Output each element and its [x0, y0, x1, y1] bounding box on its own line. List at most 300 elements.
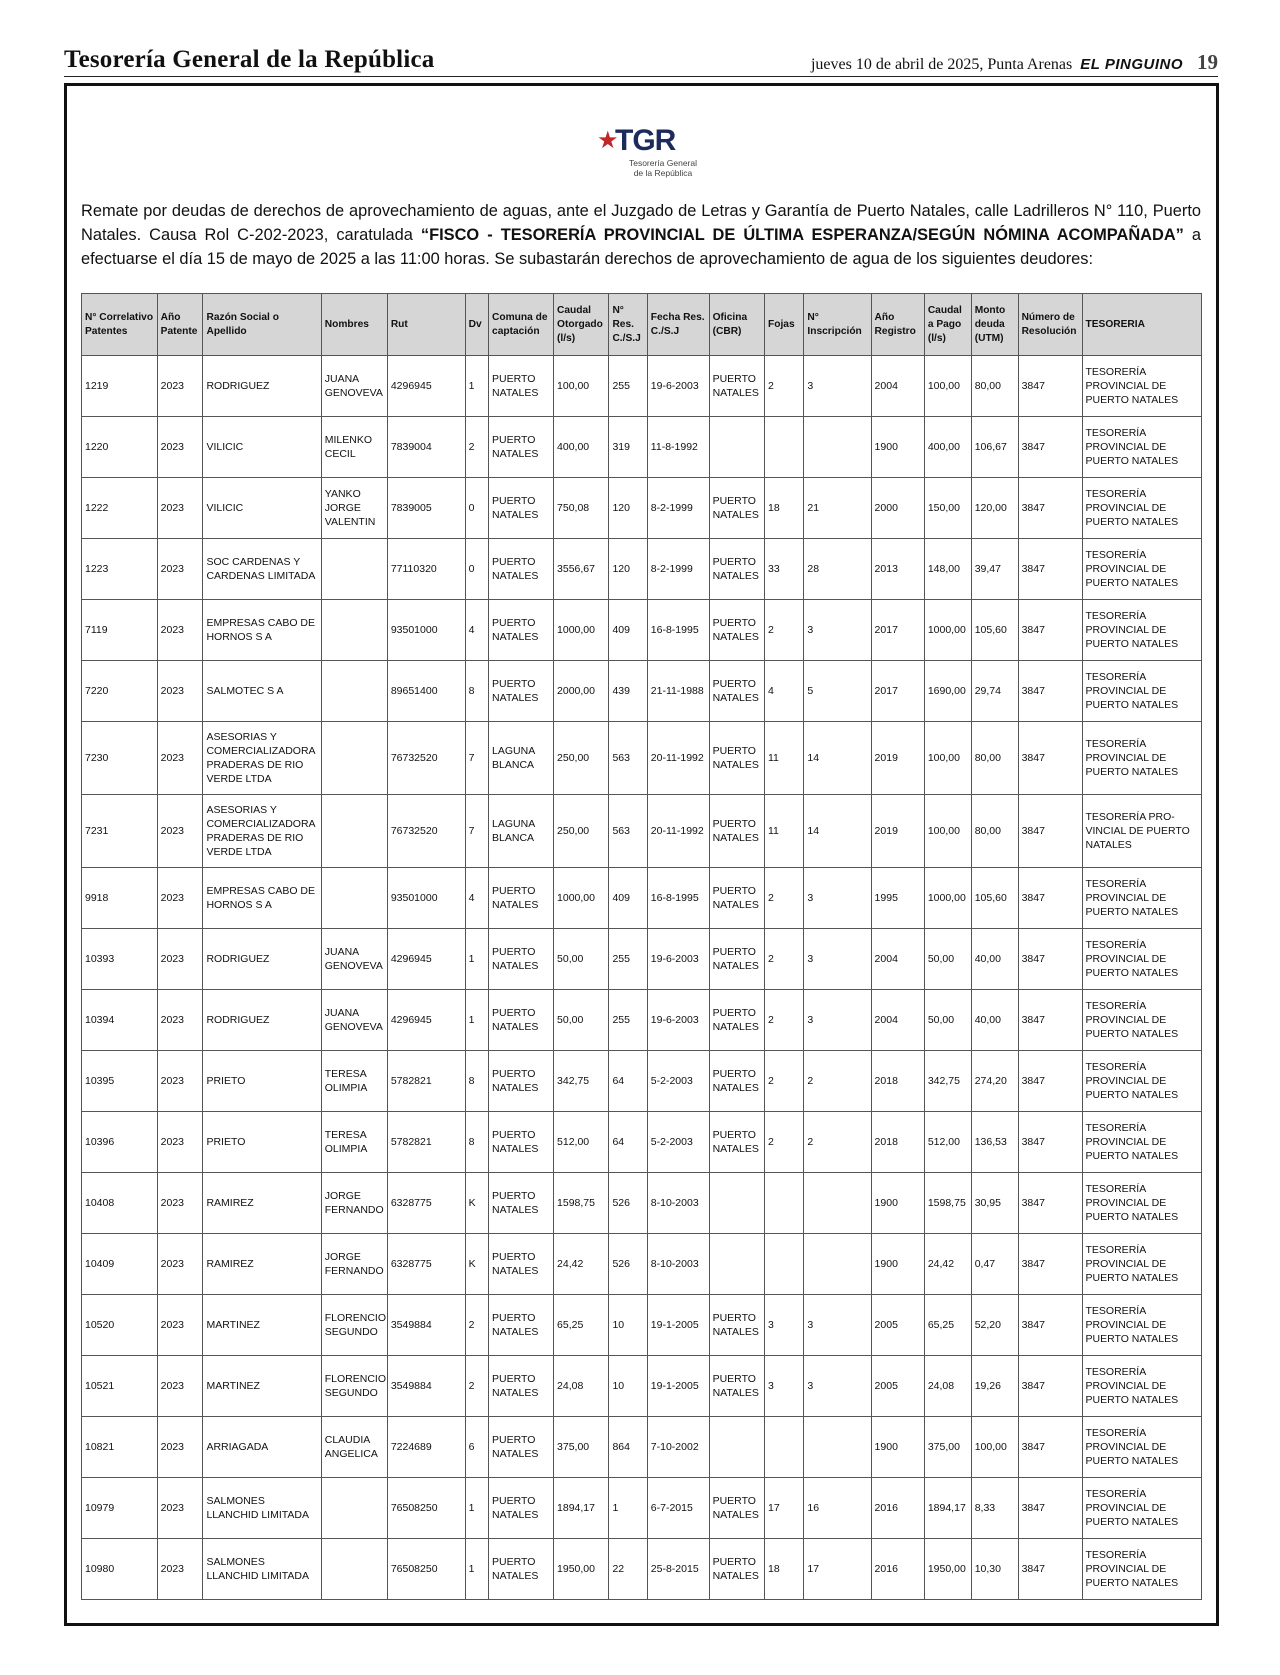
table-cell: 14: [804, 795, 871, 868]
table-cell: 3847: [1018, 990, 1082, 1051]
table-cell: PUERTO NATALES: [489, 1234, 554, 1295]
table-row: [82, 1051, 1202, 1112]
table-cell: 864: [609, 1417, 647, 1478]
table-cell: 10,30: [971, 1539, 1018, 1600]
table-cell: 1900: [871, 1173, 924, 1234]
table-cell: 2: [465, 1356, 488, 1417]
column-header: Número de Resolución: [1018, 294, 1082, 356]
table-cell: 2004: [871, 929, 924, 990]
table-cell: 7839005: [387, 478, 465, 539]
table-cell: ASESORIAS Y COMERCIALIZADORA PRADERAS DE RIO VERDE LTDA: [203, 722, 321, 795]
column-header: Oficina (CBR): [709, 294, 764, 356]
column-header: Monto deuda (UTM): [971, 294, 1018, 356]
table-cell: 2: [765, 356, 804, 417]
table-cell: PUERTO NATALES: [709, 795, 764, 868]
table-cell: 2000: [871, 478, 924, 539]
table-cell: 77110320: [387, 539, 465, 600]
table-cell: PUERTO NATALES: [489, 1112, 554, 1173]
table-cell: TESORERÍA PROVINCIAL DE PUERTO NATALES: [1082, 1539, 1201, 1600]
column-header: Fecha Res. C./S.J: [647, 294, 709, 356]
table-row: [82, 1173, 1202, 1234]
table-cell: PUERTO NATALES: [709, 868, 764, 929]
table-cell: 2: [765, 929, 804, 990]
table-cell: 5-2-2003: [647, 1051, 709, 1112]
table-cell: 3549884: [387, 1295, 465, 1356]
table-cell: PUERTO NATALES: [489, 1417, 554, 1478]
table-cell: 2023: [157, 1051, 203, 1112]
table-cell: [765, 1417, 804, 1478]
table-cell: PUERTO NATALES: [489, 600, 554, 661]
table-row: [82, 661, 1202, 722]
table-cell: 250,00: [554, 795, 609, 868]
table-cell: 52,20: [971, 1295, 1018, 1356]
table-cell: 18: [765, 478, 804, 539]
column-header: Caudal Otorgado (l/s): [554, 294, 609, 356]
table-cell: JUANA GENOVEVA: [321, 990, 387, 1051]
table-cell: 1: [465, 990, 488, 1051]
table-cell: 1000,00: [554, 600, 609, 661]
table-cell: 1: [465, 1478, 488, 1539]
table-cell: 2017: [871, 600, 924, 661]
table-cell: TESORERÍA PROVINCIAL DE PUERTO NATALES: [1082, 1417, 1201, 1478]
table-cell: K: [465, 1173, 488, 1234]
table-cell: 2023: [157, 1417, 203, 1478]
table-cell: 7839004: [387, 417, 465, 478]
table-cell: 8: [465, 1051, 488, 1112]
page-number: 19: [1197, 50, 1218, 74]
table-cell: 4: [765, 661, 804, 722]
table-cell: 2023: [157, 539, 203, 600]
table-cell: PUERTO NATALES: [709, 1539, 764, 1600]
table-cell: PUERTO NATALES: [489, 990, 554, 1051]
table-cell: 1: [465, 356, 488, 417]
table-cell: 3: [804, 1356, 871, 1417]
table-cell: 8-2-1999: [647, 539, 709, 600]
notice-frame: [64, 83, 1219, 1626]
table-cell: 7: [465, 722, 488, 795]
column-header: Razón Social o Apellido: [203, 294, 321, 356]
table-cell: PUERTO NATALES: [709, 990, 764, 1051]
table-cell: 2018: [871, 1051, 924, 1112]
table-cell: 4296945: [387, 990, 465, 1051]
table-cell: 6-7-2015: [647, 1478, 709, 1539]
table-cell: 2023: [157, 661, 203, 722]
table-cell: PUERTO NATALES: [709, 356, 764, 417]
table-cell: LAGUNA BLANCA: [489, 795, 554, 868]
table-cell: 3847: [1018, 356, 1082, 417]
table-cell: 2023: [157, 1295, 203, 1356]
table-cell: PUERTO NATALES: [489, 1478, 554, 1539]
table-cell: 2023: [157, 600, 203, 661]
table-row: [82, 1295, 1202, 1356]
table-cell: [321, 868, 387, 929]
table-cell: 14: [804, 722, 871, 795]
table-cell: 1222: [82, 478, 158, 539]
table-cell: 563: [609, 722, 647, 795]
table-cell: 2023: [157, 1112, 203, 1173]
table-cell: 0: [465, 478, 488, 539]
table-cell: 1223: [82, 539, 158, 600]
table-cell: SALMONES LLANCHID LIMITADA: [203, 1539, 321, 1600]
table-cell: 100,00: [924, 722, 971, 795]
table-cell: 64: [609, 1112, 647, 1173]
table-cell: 20-11-1992: [647, 795, 709, 868]
table-cell: 3: [804, 929, 871, 990]
table-row: [82, 478, 1202, 539]
table-cell: [321, 1478, 387, 1539]
table-cell: 10394: [82, 990, 158, 1051]
table-cell: MILENKO CECIL: [321, 417, 387, 478]
table-cell: 17: [765, 1478, 804, 1539]
table-cell: 50,00: [924, 990, 971, 1051]
table-cell: 3847: [1018, 1112, 1082, 1173]
table-cell: 2016: [871, 1478, 924, 1539]
table-cell: 375,00: [924, 1417, 971, 1478]
table-cell: RODRIGUEZ: [203, 929, 321, 990]
table-cell: [321, 795, 387, 868]
table-cell: 2023: [157, 356, 203, 417]
table-cell: 120: [609, 539, 647, 600]
table-cell: [804, 1173, 871, 1234]
table-cell: 1900: [871, 417, 924, 478]
table-cell: 6: [465, 1417, 488, 1478]
table-row: [82, 795, 1202, 868]
table-cell: 80,00: [971, 722, 1018, 795]
table-cell: 439: [609, 661, 647, 722]
table-cell: 255: [609, 990, 647, 1051]
column-header: Año Registro: [871, 294, 924, 356]
table-cell: 30,95: [971, 1173, 1018, 1234]
table-cell: [321, 1539, 387, 1600]
table-cell: TESORERÍA PROVINCIAL DE PUERTO NATALES: [1082, 1051, 1201, 1112]
table-cell: 3847: [1018, 1417, 1082, 1478]
table-cell: 4296945: [387, 356, 465, 417]
issue-date: jueves 10 de abril de 2025, Punta Arenas: [810, 56, 1073, 73]
table-cell: 3: [804, 356, 871, 417]
table-cell: 28: [804, 539, 871, 600]
table-cell: PUERTO NATALES: [489, 478, 554, 539]
table-cell: 409: [609, 600, 647, 661]
table-cell: 4: [465, 600, 488, 661]
table-cell: 3847: [1018, 417, 1082, 478]
table-cell: 2019: [871, 722, 924, 795]
table-cell: 8: [465, 661, 488, 722]
table-cell: TESORERÍA PROVINCIAL DE PUERTO NATALES: [1082, 868, 1201, 929]
table-cell: 6328775: [387, 1173, 465, 1234]
table-cell: 1950,00: [554, 1539, 609, 1600]
table-body: [82, 356, 1202, 1600]
table-row: [82, 356, 1202, 417]
table-cell: PUERTO NATALES: [709, 1478, 764, 1539]
table-cell: PUERTO NATALES: [489, 539, 554, 600]
table-cell: 2005: [871, 1295, 924, 1356]
table-cell: ASESORIAS Y COMERCIALIZADORA PRADERAS DE RIO VERDE LTDA: [203, 795, 321, 868]
masthead: [64, 46, 1218, 77]
table-cell: 100,00: [971, 1417, 1018, 1478]
table-cell: 29,74: [971, 661, 1018, 722]
table-cell: 3847: [1018, 1234, 1082, 1295]
table-cell: PUERTO NATALES: [709, 1051, 764, 1112]
table-cell: 1894,17: [924, 1478, 971, 1539]
table-cell: 255: [609, 356, 647, 417]
table-cell: 10: [609, 1356, 647, 1417]
table-cell: FLORENCIO SEGUNDO: [321, 1295, 387, 1356]
table-cell: 2023: [157, 1234, 203, 1295]
table-cell: 10520: [82, 1295, 158, 1356]
table-cell: 8-10-2003: [647, 1173, 709, 1234]
logo-sub-line-1: Tesorería General: [628, 158, 698, 168]
table-cell: [765, 417, 804, 478]
table-cell: 3847: [1018, 1173, 1082, 1234]
table-cell: 10979: [82, 1478, 158, 1539]
table-cell: TERESA OLIMPIA: [321, 1051, 387, 1112]
table-cell: 19-6-2003: [647, 929, 709, 990]
column-header: Nombres: [321, 294, 387, 356]
table-cell: [321, 722, 387, 795]
table-cell: 1: [465, 929, 488, 990]
table-cell: TESORERÍA PROVINCIAL DE PUERTO NATALES: [1082, 722, 1201, 795]
table-cell: 50,00: [554, 929, 609, 990]
table-cell: 3847: [1018, 1478, 1082, 1539]
intro-part-2: a efectuarse el día 15 de mayo de 2025 a las 11:00 horas. Se subastarán derechos de aprovechamiento de agua de los siguientes deudores:: [81, 226, 1202, 268]
table-cell: 1995: [871, 868, 924, 929]
table-cell: 2019: [871, 795, 924, 868]
table-cell: JUANA GENOVEVA: [321, 356, 387, 417]
column-header: Comuna de captación: [489, 294, 554, 356]
table-cell: 19-6-2003: [647, 356, 709, 417]
table-cell: 3: [765, 1356, 804, 1417]
table-cell: 3847: [1018, 478, 1082, 539]
table-cell: 10521: [82, 1356, 158, 1417]
table-cell: 1000,00: [924, 600, 971, 661]
table-cell: 3847: [1018, 600, 1082, 661]
table-cell: VILICIC: [203, 417, 321, 478]
table-cell: 1900: [871, 1417, 924, 1478]
table-cell: MARTINEZ: [203, 1356, 321, 1417]
table-cell: 250,00: [554, 722, 609, 795]
table-cell: 2000,00: [554, 661, 609, 722]
table-cell: 2017: [871, 661, 924, 722]
table-cell: 2023: [157, 868, 203, 929]
table-cell: 3: [804, 868, 871, 929]
table-cell: 100,00: [924, 356, 971, 417]
table-cell: PRIETO: [203, 1112, 321, 1173]
table-cell: 3847: [1018, 929, 1082, 990]
table-row: [82, 1112, 1202, 1173]
table-cell: 1: [609, 1478, 647, 1539]
table-cell: JUANA GENOVEVA: [321, 929, 387, 990]
table-cell: PUERTO NATALES: [489, 356, 554, 417]
table-cell: 33: [765, 539, 804, 600]
table-cell: 2023: [157, 478, 203, 539]
newspaper-section-title: Tesorería General de la República: [64, 46, 435, 73]
table-cell: 3549884: [387, 1356, 465, 1417]
table-cell: 3847: [1018, 1539, 1082, 1600]
table-cell: 7224689: [387, 1417, 465, 1478]
table-cell: 3847: [1018, 539, 1082, 600]
table-cell: PUERTO NATALES: [709, 661, 764, 722]
table-cell: PUERTO NATALES: [489, 1356, 554, 1417]
table-cell: 80,00: [971, 795, 1018, 868]
table-cell: 512,00: [554, 1112, 609, 1173]
table-cell: 64: [609, 1051, 647, 1112]
table-cell: 1000,00: [554, 868, 609, 929]
table-cell: RAMIREZ: [203, 1173, 321, 1234]
table-row: [82, 1356, 1202, 1417]
table-cell: 76508250: [387, 1478, 465, 1539]
table-cell: RODRIGUEZ: [203, 990, 321, 1051]
table-cell: [709, 1173, 764, 1234]
table-cell: 0,47: [971, 1234, 1018, 1295]
table-cell: 80,00: [971, 356, 1018, 417]
table-cell: 100,00: [924, 795, 971, 868]
table-cell: 409: [609, 868, 647, 929]
table-cell: 20-11-1992: [647, 722, 709, 795]
table-cell: 1219: [82, 356, 158, 417]
table-cell: 7: [465, 795, 488, 868]
table-cell: 4: [465, 868, 488, 929]
logo-sub-line-2: de la República: [633, 168, 693, 178]
table-cell: 5: [804, 661, 871, 722]
table-cell: 19,26: [971, 1356, 1018, 1417]
table-cell: 150,00: [924, 478, 971, 539]
table-cell: 2: [765, 600, 804, 661]
table-cell: 16: [804, 1478, 871, 1539]
table-cell: 65,25: [554, 1295, 609, 1356]
column-header: TESORERIA: [1082, 294, 1201, 356]
table-cell: PUERTO NATALES: [709, 1356, 764, 1417]
table-cell: TESORERÍA PROVINCIAL DE PUERTO NATALES: [1082, 417, 1201, 478]
table-cell: 2016: [871, 1539, 924, 1600]
table-cell: 8-2-1999: [647, 478, 709, 539]
table-cell: PUERTO NATALES: [709, 1295, 764, 1356]
table-cell: TERESA OLIMPIA: [321, 1112, 387, 1173]
table-cell: 10409: [82, 1234, 158, 1295]
table-cell: [804, 417, 871, 478]
table-row: [82, 600, 1202, 661]
table-cell: 1598,75: [554, 1173, 609, 1234]
table-cell: 1220: [82, 417, 158, 478]
table-cell: PUERTO NATALES: [489, 1173, 554, 1234]
table-cell: [321, 600, 387, 661]
table-cell: 750,08: [554, 478, 609, 539]
column-header: Fojas: [765, 294, 804, 356]
table-cell: 10393: [82, 929, 158, 990]
table-cell: SOC CARDENAS Y CARDENAS LIMITADA: [203, 539, 321, 600]
table-cell: EMPRESAS CABO DE HORNOS S A: [203, 868, 321, 929]
table-cell: 2: [765, 990, 804, 1051]
auction-notice-text: [81, 199, 1201, 271]
table-cell: 10395: [82, 1051, 158, 1112]
table-cell: 10396: [82, 1112, 158, 1173]
table-cell: 8: [465, 1112, 488, 1173]
table-cell: 89651400: [387, 661, 465, 722]
table-cell: JORGE FERNANDO: [321, 1234, 387, 1295]
table-row: [82, 539, 1202, 600]
table-cell: 2023: [157, 1173, 203, 1234]
table-cell: 11-8-1992: [647, 417, 709, 478]
table-cell: TESORERÍA PROVINCIAL DE PUERTO NATALES: [1082, 1478, 1201, 1539]
table-cell: TESORERÍA PROVINCIAL DE PUERTO NATALES: [1082, 990, 1201, 1051]
newspaper-logo: EL PINGUINO: [1080, 56, 1183, 73]
table-row: [82, 929, 1202, 990]
table-cell: PUERTO NATALES: [709, 1112, 764, 1173]
masthead-info: [811, 50, 1218, 75]
table-cell: 1690,00: [924, 661, 971, 722]
table-cell: 2023: [157, 990, 203, 1051]
table-cell: 9918: [82, 868, 158, 929]
table-cell: 2004: [871, 356, 924, 417]
table-cell: JORGE FERNANDO: [321, 1173, 387, 1234]
table-cell: 10: [609, 1295, 647, 1356]
table-cell: MARTINEZ: [203, 1295, 321, 1356]
table-cell: 5-2-2003: [647, 1112, 709, 1173]
table-cell: 2004: [871, 990, 924, 1051]
table-cell: TESORERÍA PROVINCIAL DE PUERTO NATALES: [1082, 1112, 1201, 1173]
column-header: Año Patente: [157, 294, 203, 356]
table-cell: 8-10-2003: [647, 1234, 709, 1295]
table-cell: 2023: [157, 1356, 203, 1417]
table-cell: 7119: [82, 600, 158, 661]
table-cell: FLORENCIO SEGUNDO: [321, 1356, 387, 1417]
table-cell: 2018: [871, 1112, 924, 1173]
table-cell: 3: [804, 600, 871, 661]
table-cell: 50,00: [554, 990, 609, 1051]
table-cell: 39,47: [971, 539, 1018, 600]
table-cell: 2023: [157, 929, 203, 990]
table-cell: 3847: [1018, 1295, 1082, 1356]
table-cell: 2023: [157, 795, 203, 868]
table-cell: 11: [765, 795, 804, 868]
table-cell: TESORERÍA PROVINCIAL DE PUERTO NATALES: [1082, 600, 1201, 661]
table-row: [82, 990, 1202, 1051]
table-cell: RAMIREZ: [203, 1234, 321, 1295]
table-cell: TESORERÍA PROVINCIAL DE PUERTO NATALES: [1082, 1234, 1201, 1295]
table-cell: 11: [765, 722, 804, 795]
table-cell: 7-10-2002: [647, 1417, 709, 1478]
table-cell: 526: [609, 1173, 647, 1234]
table-cell: 148,00: [924, 539, 971, 600]
table-cell: 2: [804, 1051, 871, 1112]
table-cell: 8,33: [971, 1478, 1018, 1539]
table-cell: [804, 1417, 871, 1478]
table-cell: 512,00: [924, 1112, 971, 1173]
table-cell: 22: [609, 1539, 647, 1600]
table-cell: TESORERÍA PROVINCIAL DE PUERTO NATALES: [1082, 1173, 1201, 1234]
table-cell: SALMOTEC S A: [203, 661, 321, 722]
table-cell: [321, 661, 387, 722]
column-header: Dv: [465, 294, 488, 356]
table-cell: 106,67: [971, 417, 1018, 478]
table-cell: 10408: [82, 1173, 158, 1234]
logo-text: TGR: [615, 124, 676, 157]
table-cell: RODRIGUEZ: [203, 356, 321, 417]
table-cell: PUERTO NATALES: [709, 600, 764, 661]
table-cell: 2: [465, 417, 488, 478]
table-cell: 24,08: [924, 1356, 971, 1417]
table-cell: TESORERÍA PRO-VINCIAL DE PUERTO NATALES: [1082, 795, 1201, 868]
table-cell: 7230: [82, 722, 158, 795]
table-cell: 5782821: [387, 1051, 465, 1112]
table-cell: 2023: [157, 417, 203, 478]
table-cell: YANKO JORGE VALENTIN: [321, 478, 387, 539]
table-cell: 3847: [1018, 722, 1082, 795]
table-cell: 2: [765, 868, 804, 929]
column-header: N° Correlativo Patentes: [82, 294, 158, 356]
table-cell: 120,00: [971, 478, 1018, 539]
table-cell: K: [465, 1234, 488, 1295]
table-cell: 255: [609, 929, 647, 990]
